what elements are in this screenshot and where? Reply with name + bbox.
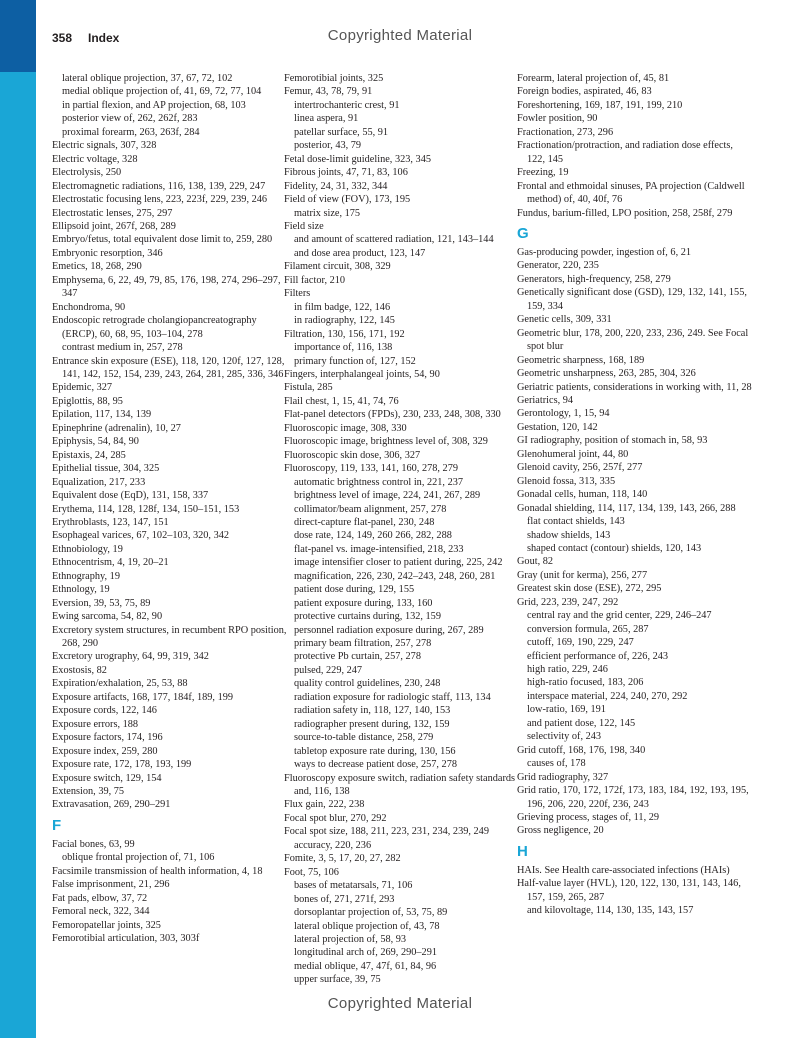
index-entry: Fundus, barium-filled, LPO position, 258, 258f, 279 (517, 207, 733, 219)
index-subentry: patellar surface, 55, 91 (294, 126, 389, 138)
index-entry: Exposure index, 259, 280 (52, 745, 158, 757)
index-subentry: low-ratio, 169, 191 (527, 704, 606, 716)
index-subentry: and kilovoltage, 114, 130, 135, 143, 157 (527, 905, 694, 917)
index-entry: Fistula, 285 (284, 382, 333, 394)
index-entry: Exposure factors, 174, 196 (52, 732, 163, 744)
index-entry: Fat pads, elbow, 37, 72 (52, 892, 148, 904)
index-entry: Filtration, 130, 156, 171, 192 (284, 328, 405, 340)
index-entry: Fluoroscopy exposure switch, radiation safety standards and, 116, 138 (284, 772, 516, 798)
index-entry: False imprisonment, 21, 296 (52, 879, 170, 891)
index-entry: Geriatrics, 94 (517, 394, 574, 406)
index-subentry: selectivity of, 243 (527, 731, 602, 743)
index-entry: Field of view (FOV), 173, 195 (284, 194, 411, 206)
index-entry: Foreshortening, 169, 187, 191, 199, 210 (517, 99, 683, 111)
index-entry: Gonadal cells, human, 118, 140 (517, 489, 648, 501)
index-subentry: tabletop exposure rate during, 130, 156 (294, 745, 456, 757)
index-entry: Grid, 223, 239, 247, 292 (517, 596, 619, 608)
index-entry: Filters (284, 288, 311, 300)
index-subentry: patient dose during, 129, 155 (294, 584, 415, 596)
index-entry: HAIs. See Health care-associated infections (HAIs) (517, 864, 730, 876)
index-subentry: magnification, 226, 230, 242–243, 248, 260, 281 (294, 570, 496, 582)
index-column-2 (284, 72, 520, 987)
index-subentry: cutoff, 169, 190, 229, 247 (527, 637, 634, 649)
index-entry: Electromagnetic radiations, 116, 138, 139, 229, 247 (52, 180, 266, 192)
index-subentry: high-ratio focused, 183, 206 (527, 677, 644, 689)
index-subentry: quality control guidelines, 230, 248 (294, 678, 441, 690)
index-subentry: ways to decrease patient dose, 257, 278 (294, 759, 457, 771)
index-entry: Femur, 43, 78, 79, 91 (284, 86, 373, 98)
index-entry: Genetically significant dose (GSD), 129, 132, 141, 155, 159, 334 (517, 287, 747, 312)
index-entry: Equivalent dose (EqD), 131, 158, 337 (52, 490, 209, 502)
index-entry: Flux gain, 222, 238 (284, 799, 365, 811)
index-entry: Excretory urography, 64, 99, 319, 342 (52, 651, 209, 663)
index-subentry: interspace material, 224, 240, 270, 292 (527, 690, 688, 702)
index-entry: Endoscopic retrograde cholangiopancreatography (ERCP), 60, 68, 95, 103–104, 278 (52, 315, 257, 340)
index-entry: Electrostatic focusing lens, 223, 223f, 229, 239, 246 (52, 194, 268, 206)
index-column-3 (517, 72, 753, 918)
index-entry: Fidelity, 24, 31, 332, 344 (284, 180, 388, 192)
index-subentry: posterior, 43, 79 (294, 140, 362, 152)
index-entry: Embryo/fetus, total equivalent dose limit to, 259, 280 (52, 234, 273, 246)
index-entry: Entrance skin exposure (ESE), 118, 120, 120f, 127, 128, 141, 142, 152, 154, 239, 243, 264, 281, 285, 336, 346 (52, 355, 285, 380)
index-entry: Gas-producing powder, ingestion of, 6, 21 (517, 246, 692, 258)
index-entry: Ethnobiology, 19 (52, 543, 123, 555)
index-entry: Epiglottis, 88, 95 (52, 395, 123, 407)
index-entry: Geometric unsharpness, 263, 285, 304, 326 (517, 368, 696, 380)
index-entry: Gestation, 120, 142 (517, 421, 598, 433)
index-subentry: source-to-table distance, 258, 279 (294, 732, 434, 744)
watermark-top: Copyrighted Material (327, 27, 473, 44)
index-entry: Fluoroscopic image, 308, 330 (284, 422, 407, 434)
index-subentry: proximal forearm, 263, 263f, 284 (62, 126, 200, 138)
index-subentry: upper surface, 39, 75 (294, 974, 381, 986)
index-subentry: protective curtains during, 132, 159 (294, 611, 441, 623)
index-entry: Epilation, 117, 134, 139 (52, 409, 152, 421)
index-subentry: posterior view of, 262, 262f, 283 (62, 113, 198, 125)
index-entry: Gray (unit for kerma), 256, 277 (517, 569, 648, 581)
index-entry: Excretory system structures, in recumbent RPO position, 268, 290 (52, 624, 287, 650)
index-entry: Filament circuit, 308, 329 (284, 261, 391, 273)
index-entry: Flat-panel detectors (FPDs), 230, 233, 248, 308, 330 (284, 409, 501, 421)
index-entry: Fractionation/protraction, and radiation dose effects, 122, 145 (517, 140, 733, 165)
index-entry: Fowler position, 90 (517, 113, 598, 125)
index-entry: Expiration/exhalation, 25, 53, 88 (52, 678, 188, 690)
index-entry: Fluoroscopy, 119, 133, 141, 160, 278, 279 (284, 463, 458, 475)
watermark-bottom: Copyrighted Material (327, 995, 473, 1012)
index-subentry: direct-capture flat-panel, 230, 248 (294, 516, 435, 528)
index-entry: Ewing sarcoma, 54, 82, 90 (52, 611, 163, 623)
index-entry: Half-value layer (HVL), 120, 122, 130, 131, 143, 146, 157, 159, 265, 287 (517, 878, 741, 903)
index-subentry: lateral oblique projection, 37, 67, 72, 102 (62, 73, 233, 84)
index-entry: Exposure artifacts, 168, 177, 184f, 189, 199 (52, 691, 234, 703)
index-entry: Foot, 75, 106 (284, 866, 339, 878)
index-section-letter: G (517, 224, 529, 242)
index-entry: Fingers, interphalangeal joints, 54, 90 (284, 368, 440, 380)
index-subentry: dose rate, 124, 149, 260 266, 282, 288 (294, 530, 452, 542)
index-entry: Glenoid fossa, 313, 335 (517, 475, 616, 487)
index-entry: GI radiography, position of stomach in, 58, 93 (517, 435, 708, 447)
index-subentry: causes of, 178 (527, 758, 586, 770)
index-entry: Exposure cords, 122, 146 (52, 705, 157, 717)
index-subentry: flat-panel vs. image-intensified, 218, 233 (294, 543, 464, 555)
index-subentry: medial oblique, 47, 47f, 61, 84, 96 (294, 960, 437, 972)
index-subentry: primary beam filtration, 257, 278 (294, 638, 432, 650)
index-subentry: protective Pb curtain, 257, 278 (294, 651, 421, 663)
index-subentry: shadow shields, 143 (527, 529, 611, 541)
side-color-band (0, 0, 36, 1038)
index-subentry: primary function of, 127, 152 (294, 355, 416, 367)
index-subentry: importance of, 116, 138 (294, 342, 393, 354)
index-subentry: shaped contact (contour) shields, 120, 143 (527, 542, 702, 554)
index-subentry: image intensifier closer to patient during, 225, 242 (294, 557, 503, 569)
index-entry: Fetal dose-limit guideline, 323, 345 (284, 153, 431, 165)
index-section-letter: F (52, 816, 62, 834)
index-subentry: oblique frontal projection of, 71, 106 (62, 852, 215, 864)
index-entry: Exposure errors, 188 (52, 718, 139, 730)
index-entry: Eversion, 39, 53, 75, 89 (52, 597, 151, 609)
index-entry: Extension, 39, 75 (52, 786, 125, 798)
index-entry: Femorotibial articulation, 303, 303f (52, 933, 200, 945)
index-subentry: contrast medium in, 257, 278 (62, 342, 183, 354)
index-subentry: central ray and the grid center, 229, 246–247 (527, 610, 712, 622)
index-entry: Emetics, 18, 268, 290 (52, 261, 142, 273)
index-entry: Grid radiography, 327 (517, 771, 609, 783)
index-entry: Field size (284, 220, 324, 232)
index-subentry: automatic brightness control in, 221, 237 (294, 476, 464, 488)
index-entry: Epithelial tissue, 304, 325 (52, 463, 160, 475)
index-subentry: personnel radiation exposure during, 267, 289 (294, 624, 484, 636)
index-subentry: bones of, 271, 271f, 293 (294, 893, 395, 905)
index-entry: Fomite, 3, 5, 17, 20, 27, 282 (284, 853, 401, 865)
index-subentry: high ratio, 229, 246 (527, 664, 608, 676)
index-entry: Genetic cells, 309, 331 (517, 314, 612, 326)
index-entry: Foreign bodies, aspirated, 46, 83 (517, 86, 652, 98)
index-column-1 (52, 72, 288, 946)
index-subentry: conversion formula, 265, 287 (527, 623, 649, 635)
index-entry: Focal spot size, 188, 211, 223, 231, 234, 239, 249 (284, 826, 489, 838)
index-entry: Geometric blur, 178, 200, 220, 233, 236, 249. See Focal spot blur (517, 327, 749, 353)
index-subentry: and dose area product, 123, 147 (294, 247, 426, 259)
index-subentry: medial oblique projection of, 41, 69, 72, 77, 104 (62, 86, 262, 98)
index-subentry: longitudinal arch of, 269, 290–291 (294, 947, 437, 959)
index-subentry: and patient dose, 122, 145 (527, 717, 636, 729)
index-subentry: dorsoplantar projection of, 53, 75, 89 (294, 907, 448, 919)
index-subentry: bases of metatarsals, 71, 106 (294, 880, 413, 892)
index-entry: Fluoroscopic skin dose, 306, 327 (284, 449, 421, 461)
index-entry: Gerontology, 1, 15, 94 (517, 408, 610, 420)
index-subentry: and amount of scattered radiation, 121, 143–144 (294, 234, 494, 246)
index-entry: Ethnocentrism, 4, 19, 20–21 (52, 557, 169, 569)
index-entry: Extravasation, 269, 290–291 (52, 799, 171, 811)
index-entry: Geriatric patients, considerations in working with, 11, 28 (517, 381, 752, 393)
index-entry: Epistaxis, 24, 285 (52, 449, 126, 461)
index-subentry: lateral oblique projection of, 43, 78 (294, 920, 440, 932)
index-subentry: patient exposure during, 133, 160 (294, 597, 433, 609)
index-subentry: linea aspera, 91 (294, 113, 359, 125)
index-entry: Emphysema, 6, 22, 49, 79, 85, 176, 198, 274, 296–297, 347 (52, 274, 281, 300)
index-entry: Ethnography, 19 (52, 570, 120, 582)
index-entry: Freezing, 19 (517, 167, 569, 179)
index-subentry: in partial flexion, and AP projection, 68, 103 (62, 99, 246, 111)
index-entry: Frontal and ethmoidal sinuses, PA projection (Caldwell method) of, 40, 40f, 76 (517, 180, 745, 206)
index-entry: Glenohumeral joint, 44, 80 (517, 448, 629, 460)
index-entry: Gout, 82 (517, 556, 554, 568)
index-entry: Grieving process, stages of, 11, 29 (517, 812, 660, 824)
index-subentry: accuracy, 220, 236 (294, 839, 372, 851)
index-entry: Electric signals, 307, 328 (52, 140, 157, 152)
index-entry: Geometric sharpness, 168, 189 (517, 354, 645, 366)
index-entry: Epinephrine (adrenalin), 10, 27 (52, 422, 181, 434)
index-subentry: pulsed, 229, 247 (294, 664, 363, 676)
index-subentry: collimator/beam alignment, 257, 278 (294, 503, 447, 515)
index-subentry: flat contact shields, 143 (527, 516, 625, 528)
index-entry: Fractionation, 273, 296 (517, 126, 614, 138)
index-subentry: efficient performance of, 226, 243 (527, 650, 669, 662)
index-entry: Gonadal shielding, 114, 117, 134, 139, 143, 266, 288 (517, 502, 736, 514)
index-entry: Generators, high-frequency, 258, 279 (517, 273, 671, 285)
index-entry: Gross negligence, 20 (517, 825, 604, 837)
index-entry: Grid cutoff, 168, 176, 198, 340 (517, 744, 646, 756)
index-entry: Esophageal varices, 67, 102–103, 320, 342 (52, 530, 230, 542)
index-entry: Greatest skin dose (ESE), 272, 295 (517, 583, 662, 595)
index-entry: Femorotibial joints, 325 (284, 73, 384, 84)
index-entry: Erythema, 114, 128, 128f, 134, 150–151, 153 (52, 503, 240, 515)
index-subentry: intertrochanteric crest, 91 (294, 99, 400, 111)
index-entry: Facial bones, 63, 99 (52, 838, 135, 850)
index-entry: Grid ratio, 170, 172, 172f, 173, 183, 184, 192, 193, 195, 196, 206, 220, 220f, 236, 243 (517, 785, 749, 810)
index-entry: Ethnology, 19 (52, 584, 110, 596)
index-entry: Exostosis, 82 (52, 664, 107, 676)
index-entry: Erythroblasts, 123, 147, 151 (52, 516, 169, 528)
index-subentry: radiation exposure for radiologic staff, 113, 134 (294, 691, 491, 703)
index-entry: Exposure switch, 129, 154 (52, 772, 162, 784)
index-subentry: radiographer present during, 132, 159 (294, 718, 450, 730)
index-entry: Facsimile transmission of health information, 4, 18 (52, 865, 263, 877)
index-entry: Embryonic resorption, 346 (52, 247, 163, 259)
index-entry: Flail chest, 1, 15, 41, 74, 76 (284, 395, 399, 407)
index-subentry: in radiography, 122, 145 (294, 315, 395, 327)
index-entry: Femoral neck, 322, 344 (52, 906, 150, 918)
index-entry: Femoropatellar joints, 325 (52, 919, 161, 931)
index-entry: Electrostatic lenses, 275, 297 (52, 207, 173, 219)
index-entry: Ellipsoid joint, 267f, 268, 289 (52, 220, 176, 232)
index-entry: Epiphysis, 54, 84, 90 (52, 436, 139, 448)
index-subentry: in film badge, 122, 146 (294, 301, 391, 313)
index-subentry: matrix size, 175 (294, 207, 361, 219)
index-subentry: radiation safety in, 118, 127, 140, 153 (294, 705, 451, 717)
index-entry: Generator, 220, 235 (517, 260, 599, 272)
index-entry: Fill factor, 210 (284, 274, 346, 286)
index-entry: Electric voltage, 328 (52, 153, 138, 165)
index-entry: Focal spot blur, 270, 292 (284, 812, 387, 824)
index-entry: Fluoroscopic image, brightness level of, 308, 329 (284, 436, 488, 448)
page-number: 358 (52, 31, 73, 45)
index-entry: Forearm, lateral projection of, 45, 81 (517, 73, 670, 84)
index-entry: Enchondroma, 90 (52, 301, 126, 313)
index-subentry: lateral projection of, 58, 93 (294, 934, 407, 945)
index-entry: Equalization, 217, 233 (52, 476, 146, 488)
running-head: Index (88, 31, 120, 45)
index-entry: Fibrous joints, 47, 71, 83, 106 (284, 167, 408, 179)
index-section-letter: H (517, 842, 528, 860)
index-entry: Electrolysis, 250 (52, 167, 122, 179)
index-entry: Epidemic, 327 (52, 382, 113, 394)
index-entry: Glenoid cavity, 256, 257f, 277 (517, 462, 643, 474)
index-subentry: brightness level of image, 224, 241, 267, 289 (294, 490, 481, 502)
index-entry: Exposure rate, 172, 178, 193, 199 (52, 759, 192, 771)
